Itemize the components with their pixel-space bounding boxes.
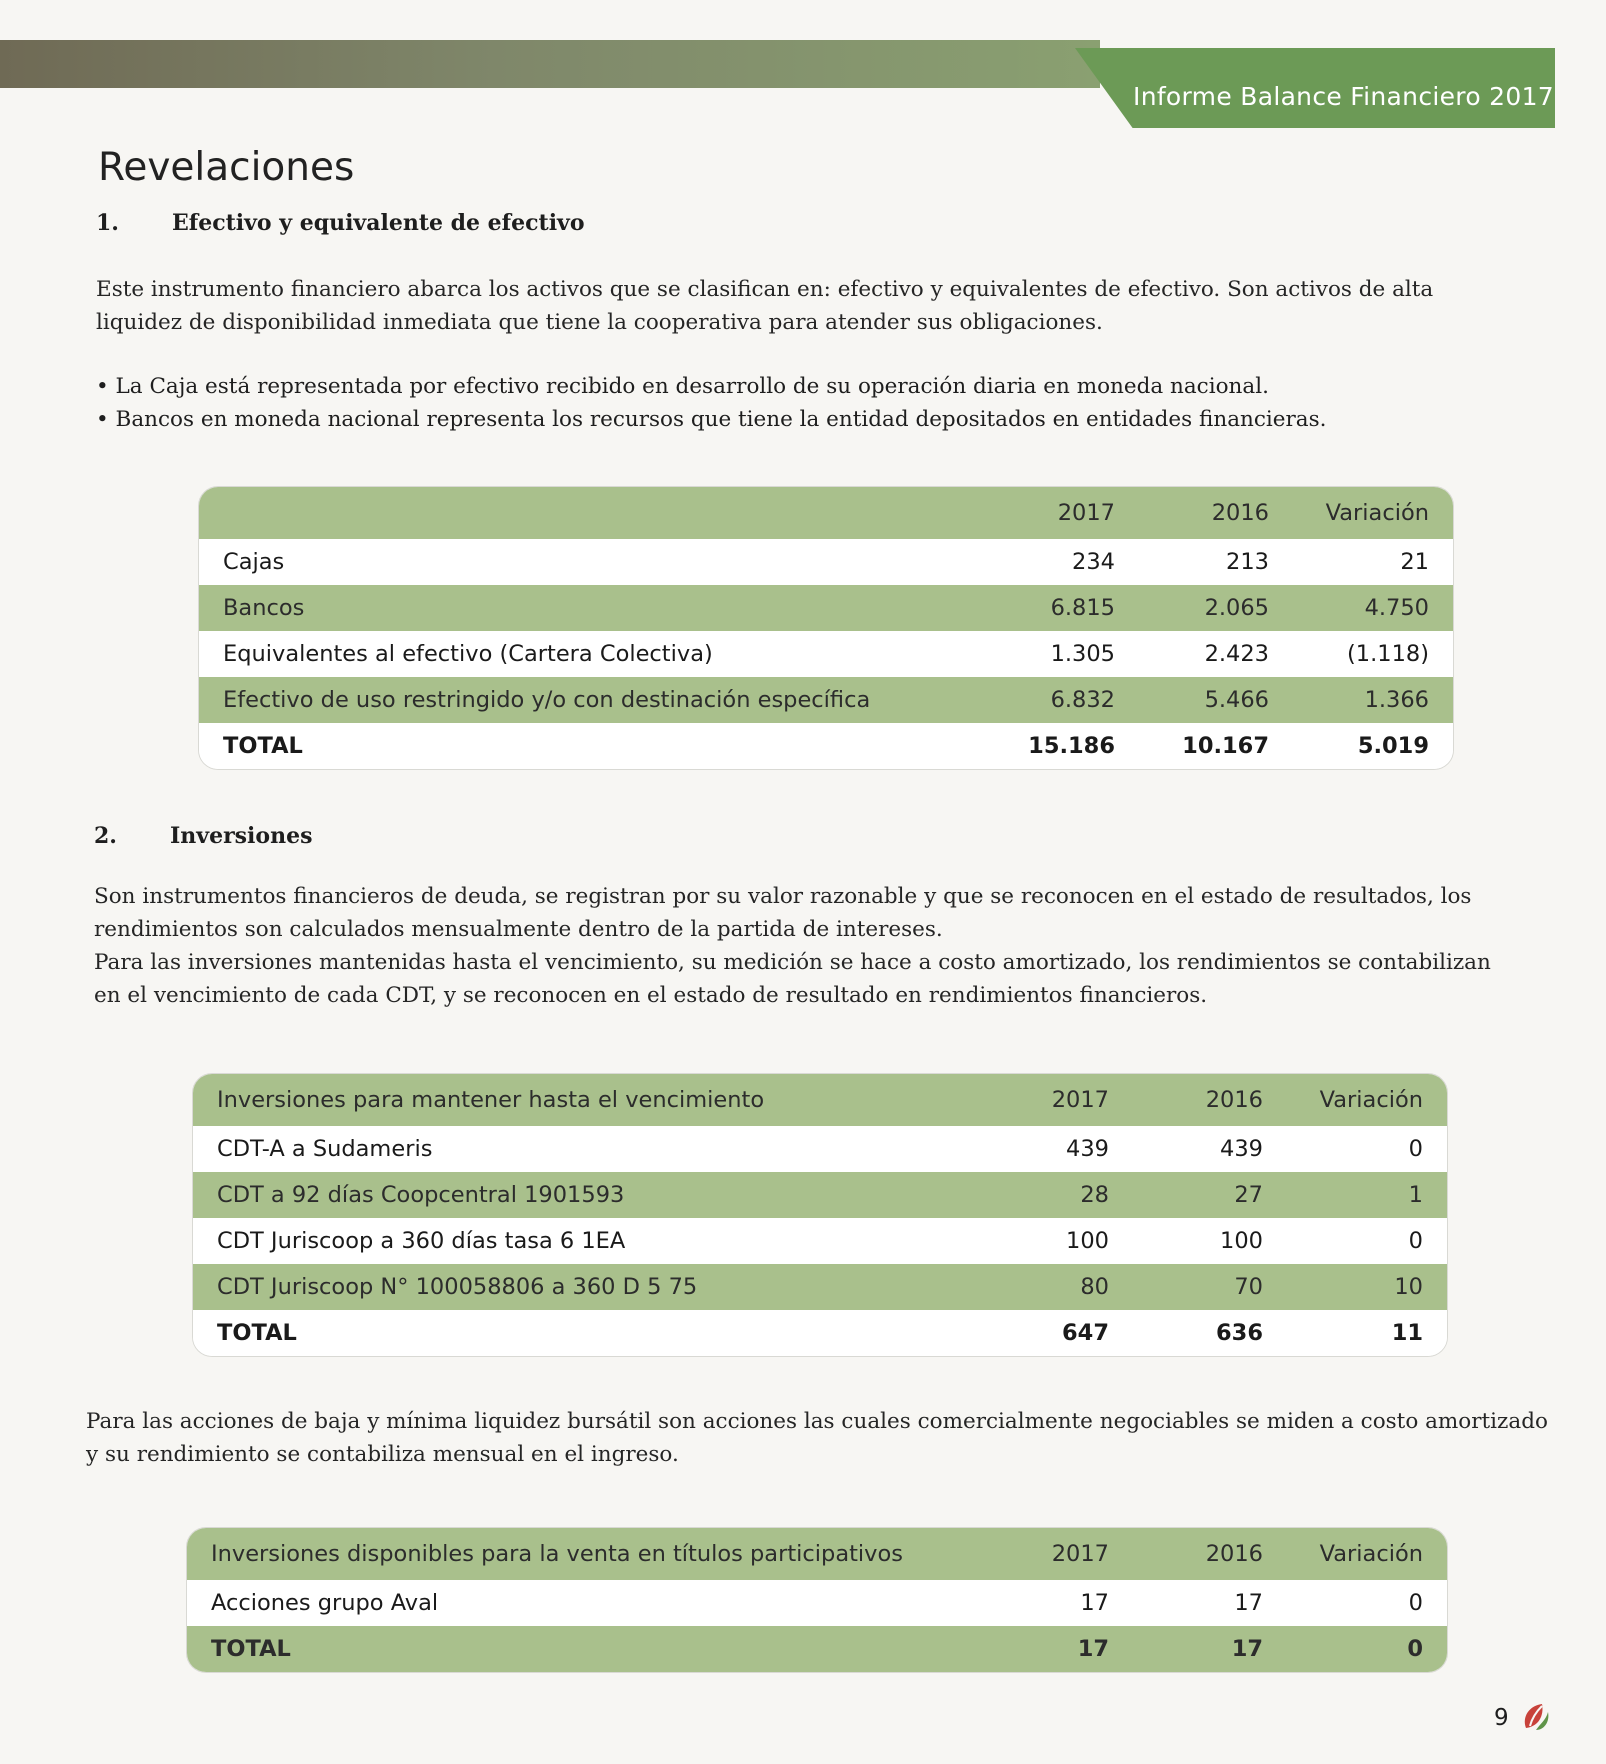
value-variation: 1	[1408, 1182, 1423, 1208]
header-2017: 2017	[1051, 1087, 1109, 1113]
value-2017: 6.815	[1050, 595, 1115, 621]
total-2016: 17	[1231, 1636, 1263, 1662]
value-variation: 4.750	[1364, 595, 1429, 621]
leaf-logo-icon	[1518, 1700, 1552, 1734]
table-row	[199, 631, 1453, 677]
total-2017: 647	[1062, 1320, 1109, 1346]
section-2-paragraph-1: Son instrumentos financieros de deuda, se registran por su valor razonable y que se reconocen en el estado de resultados, los rendimientos son calculados mensualmente dentro de la partida de intereses.	[94, 884, 1472, 942]
total-variation: 0	[1407, 1636, 1423, 1662]
table-total-row	[199, 723, 1453, 769]
value-2016: 17	[1234, 1590, 1263, 1616]
total-label: TOTAL	[211, 1636, 291, 1662]
value-2016: 27	[1234, 1182, 1263, 1208]
total-2017: 15.186	[1028, 733, 1115, 759]
total-label: TOTAL	[217, 1320, 297, 1346]
value-variation: 0	[1408, 1590, 1423, 1616]
row-label: CDT-A a Sudameris	[217, 1136, 433, 1162]
value-2017: 17	[1080, 1590, 1109, 1616]
value-2017: 6.832	[1050, 687, 1115, 713]
page-number: 9	[1494, 1705, 1509, 1731]
value-2016: 100	[1220, 1228, 1263, 1254]
header-2017: 2017	[1051, 1541, 1109, 1567]
table-row	[193, 1126, 1447, 1172]
value-2016: 5.466	[1204, 687, 1269, 713]
page-title: Revelaciones	[98, 145, 355, 190]
total-variation: 11	[1391, 1320, 1423, 1346]
report-title: Informe Balance Financiero 2017	[1133, 82, 1554, 111]
value-2017: 28	[1080, 1182, 1109, 1208]
value-2017: 1.305	[1050, 641, 1115, 667]
value-variation: 0	[1408, 1228, 1423, 1254]
table-row	[193, 1172, 1447, 1218]
table-row	[199, 539, 1453, 585]
header-band	[0, 40, 1100, 88]
section-2-paragraph-2: Para las inversiones mantenidas hasta el vencimiento, su medición se hace a costo amortizado, los rendimientos se contabilizan en el vencimiento de cada CDT, y se reconocen en el estado de resultado en rendimientos financieros.	[94, 950, 1491, 1008]
bullet-item: • Bancos en moneda nacional representa los recursos que tiene la entidad depositados en entidades financieras.	[96, 403, 1326, 436]
header-variation: Variación	[1319, 1541, 1423, 1567]
header-label: Inversiones para mantener hasta el vencimiento	[217, 1087, 765, 1113]
section-1-paragraph: Este instrumento financiero abarca los activos que se clasifican en: efectivo y equivalentes de efectivo. Son activos de alta liquidez de disponibilidad inmediata que tiene la cooperativa para atender sus obligaciones.	[96, 277, 1434, 335]
row-label: Efectivo de uso restringido y/o con destinación específica	[223, 687, 871, 713]
row-label: CDT Juriscoop N° 100058806 a 360 D 5 75	[217, 1274, 698, 1300]
value-2017: 100	[1066, 1228, 1109, 1254]
table-row	[193, 1218, 1447, 1264]
value-2016: 2.423	[1204, 641, 1269, 667]
value-2016: 2.065	[1204, 595, 1269, 621]
header-label: Inversiones disponibles para la venta en títulos participativos	[211, 1541, 903, 1567]
section-1-heading	[96, 210, 585, 236]
row-label: CDT a 92 días Coopcentral 1901593	[217, 1182, 625, 1208]
header-variation: Variación	[1319, 1087, 1423, 1113]
value-2017: 439	[1066, 1136, 1109, 1162]
table-total-row	[187, 1626, 1447, 1672]
section-2-number: 2.	[94, 823, 117, 849]
value-variation: 1.366	[1364, 687, 1429, 713]
value-variation: (1.118)	[1347, 641, 1429, 667]
section-1-title: Efectivo y equivalente de efectivo	[172, 210, 585, 236]
table-header-row	[193, 1074, 1447, 1126]
section-2-title: Inversiones	[170, 823, 313, 849]
table-header-row	[199, 487, 1453, 539]
total-2017: 17	[1077, 1636, 1109, 1662]
total-variation: 5.019	[1357, 733, 1429, 759]
bullet-item: • La Caja está representada por efectivo recibido en desarrollo de su operación diaria en moneda nacional.	[96, 370, 1326, 403]
row-label: Equivalentes al efectivo (Cartera Colectiva)	[223, 641, 713, 667]
value-2017: 234	[1072, 549, 1115, 575]
header-variation: Variación	[1325, 500, 1429, 526]
table-row	[199, 585, 1453, 631]
value-2017: 80	[1080, 1274, 1109, 1300]
held-to-maturity-table	[192, 1073, 1448, 1357]
table-total-row	[193, 1310, 1447, 1356]
header-2016: 2016	[1211, 500, 1269, 526]
table-header-row	[187, 1528, 1447, 1580]
total-label: TOTAL	[223, 733, 303, 759]
available-for-sale-table	[186, 1527, 1448, 1673]
row-label: CDT Juriscoop a 360 días tasa 6 1EA	[217, 1228, 626, 1254]
value-2016: 213	[1226, 549, 1269, 575]
header-2016: 2016	[1205, 1541, 1263, 1567]
value-variation: 0	[1408, 1136, 1423, 1162]
table-row	[193, 1264, 1447, 1310]
section-1-bullets	[96, 370, 1326, 436]
table-row	[199, 677, 1453, 723]
section-1-number: 1.	[96, 210, 119, 236]
total-2016: 10.167	[1182, 733, 1269, 759]
header-2017: 2017	[1057, 500, 1115, 526]
section-2-paragraph-3: Para las acciones de baja y mínima liquidez bursátil son acciones las cuales comercialmente negociables se miden a costo amortizado y su rendimiento se contabiliza mensual en el ingreso.	[86, 1409, 1548, 1467]
row-label: Cajas	[223, 549, 285, 575]
section-2-heading	[94, 823, 312, 849]
value-2016: 70	[1234, 1274, 1263, 1300]
value-variation: 21	[1400, 549, 1429, 575]
value-variation: 10	[1394, 1274, 1423, 1300]
table-row	[187, 1580, 1447, 1626]
row-label: Bancos	[223, 595, 305, 621]
value-2016: 439	[1220, 1136, 1263, 1162]
cash-equivalents-table	[198, 486, 1454, 770]
total-2016: 636	[1216, 1320, 1263, 1346]
row-label: Acciones grupo Aval	[211, 1590, 439, 1616]
header-2016: 2016	[1205, 1087, 1263, 1113]
